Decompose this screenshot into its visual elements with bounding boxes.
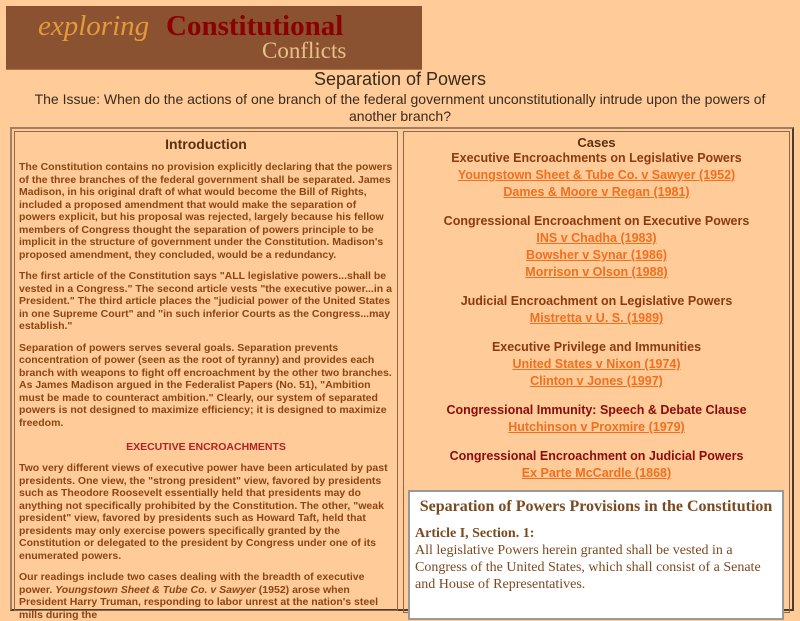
provisions-title: Separation of Powers Provisions in the Constitution: [419, 498, 773, 515]
intro-paragraph: Separation of powers serves several goals. Separation prevents concentration of power (seen as the root of tyranny) and provides each branch with weapons to fight off encroachment by the other two branches. As James Madison argued in the Federalist Papers (No. 51), "Ambition must be made to counteract ambition." Clearly, our system of separated powers is not designed to maximize efficiency; it is designed to maximize freedom.: [19, 341, 392, 429]
article-text: All legislative Powers herein granted shall be vested in a Congress of the United States, which shall consist of a Senate and House of Representatives.: [415, 543, 761, 592]
intro-paragraph: The Constitution contains no provision explicitly declaring that the powers of the three branches of the federal government shall be separated. James Madison, in his original draft of what would become the Bill of Rights, included a proposed amendment that would make the separation of powers explicit, but his proposal was rejected, largely because his fellow members of Congress thought the separation of powers principle to be implicit in the structure of government under the Constitution. Madison's proposed amendment, they concluded, would be a redundancy.: [19, 161, 393, 261]
case-section-heading: Executive Privilege and Immunities: [491, 340, 702, 354]
provisions-box: [408, 490, 784, 620]
case-link[interactable]: INS v Chadha (1983): [536, 231, 657, 245]
case-section: [404, 213, 789, 281]
case-section-heading: Congressional Encroachment on Judicial Powers: [449, 449, 744, 463]
introduction-title: Introduction: [165, 136, 247, 152]
cases-title: Cases: [577, 135, 616, 150]
section-heading: EXECUTIVE ENCROACHMENTS: [126, 441, 286, 453]
case-link[interactable]: Hutchinson v Proxmire (1979): [508, 420, 685, 434]
issue-statement: The Issue: When do the actions of one branch of the federal government unconstitutionally intrude upon the powers of another branch?: [34, 91, 766, 124]
case-section-heading: Judicial Encroachment on Legislative Powers: [460, 294, 733, 308]
case-link[interactable]: Youngstown Sheet & Tube Co. v Sawyer (1952): [457, 168, 736, 182]
case-section: [404, 402, 789, 436]
introduction-panel: [14, 131, 398, 621]
case-section: [404, 448, 789, 482]
case-link[interactable]: Bowsher v Synar (1986): [525, 248, 668, 262]
case-section: [404, 339, 789, 390]
case-link[interactable]: Dames & Moore v Regan (1981): [503, 185, 690, 199]
site-banner-logo: [6, 6, 422, 70]
case-section: [404, 293, 789, 327]
page-title: Separation of Powers: [313, 69, 487, 89]
cases-panel: [403, 131, 790, 613]
banner-word: Conflicts: [262, 38, 347, 63]
case-link[interactable]: United States v Nixon (1974): [512, 357, 681, 371]
banner-word: exploring: [38, 10, 150, 42]
case-link[interactable]: Morrison v Olson (1988): [525, 265, 668, 279]
case-section-heading: Congressional Encroachment on Executive Powers: [443, 214, 750, 228]
case-name: Youngstown Sheet & Tube Co. v Sawyer: [55, 583, 256, 596]
case-section-heading: Executive Encroachments on Legislative Powers: [451, 151, 742, 165]
case-section-heading: Congressional Immunity: Speech & Debate Clause: [446, 403, 747, 417]
case-section: [404, 150, 789, 201]
text: Our readings include two cases dealing with the breadth of executive power.: [19, 571, 365, 596]
case-link[interactable]: Clinton v Jones (1997): [530, 374, 663, 388]
intro-paragraph: [19, 571, 393, 621]
intro-paragraph: Two very different views of executive power have been articulated by past presidents. One view, the "strong president" view, favored by presidents such as Theodore Roosevelt essentially held that presidents may do anything not specifically prohibited by the Constitution. The other, "weak president" view, favored by presidents such as Howard Taft, held that presidents may only exercise powers specifically granted by the Constitution or delegated to the president by Congress under one of its enumerated powers.: [19, 462, 388, 562]
content-table: [10, 127, 794, 621]
case-link[interactable]: Mistretta v U. S. (1989): [529, 311, 664, 325]
article-label: Article I, Section. 1:: [415, 526, 535, 541]
case-link[interactable]: Ex Parte McCardle (1868): [521, 466, 672, 480]
text: (1952) arose when President Harry Truman, responding to labor unrest at the nation's steel mills during the: [19, 583, 378, 621]
intro-paragraph: The first article of the Constitution says "ALL legislative powers...shall be vested in a Congress." The second article vests "the executive power...in a President." The third article places the "judicial power of the United States in one Supreme Court" and "in such inferior Courts as the Congress...may establish.": [19, 270, 392, 332]
banner-word: Constitutional: [166, 10, 344, 42]
